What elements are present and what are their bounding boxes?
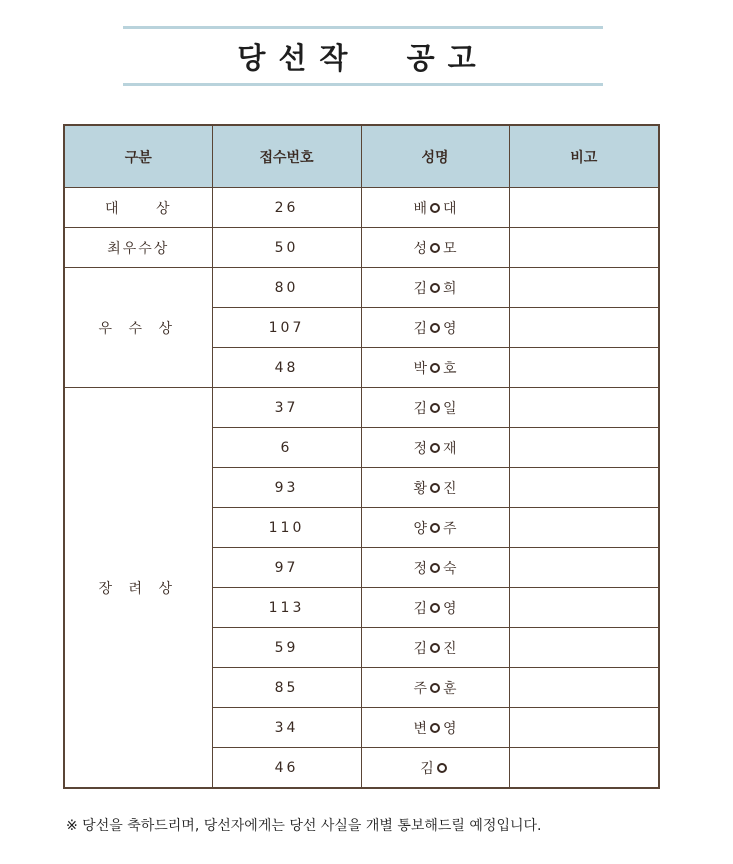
entry-number: 26 [274, 199, 299, 216]
mask-circle-icon [430, 363, 440, 373]
given-name-tail: 영 [443, 720, 457, 737]
note-cell [509, 228, 659, 268]
number-cell [212, 548, 361, 588]
given-name-tail: 진 [443, 640, 457, 657]
masked-name [413, 198, 456, 218]
category-cell [64, 228, 212, 268]
note-cell [509, 708, 659, 748]
note-cell [509, 588, 659, 628]
winners-table [63, 124, 660, 789]
masked-name [413, 358, 456, 378]
table-header-row [64, 125, 659, 188]
mask-circle-icon [430, 643, 440, 653]
name-cell [361, 588, 509, 628]
name-cell [361, 188, 509, 228]
number-cell [212, 708, 361, 748]
header-note: 비고 [509, 125, 659, 188]
masked-name [413, 558, 456, 578]
page-title: 당선작 공고 [237, 40, 489, 75]
entry-number: 113 [268, 599, 305, 616]
table-row [64, 188, 659, 228]
masked-name [413, 398, 456, 418]
entry-number: 97 [274, 559, 299, 576]
entry-number: 93 [274, 479, 299, 496]
table-row [64, 268, 659, 308]
number-cell [212, 668, 361, 708]
name-cell [361, 308, 509, 348]
note-cell [509, 548, 659, 588]
surname: 정 [413, 560, 427, 577]
name-cell [361, 428, 509, 468]
mask-circle-icon [430, 683, 440, 693]
masked-name [413, 438, 456, 458]
number-cell [212, 428, 361, 468]
name-cell [361, 628, 509, 668]
footnote: ※ 당선을 축하드리며, 당선자에게는 당선 사실을 개별 통보해드릴 예정입니다. [66, 818, 542, 834]
entry-number: 6 [280, 439, 293, 456]
given-name-tail: 주 [443, 520, 457, 537]
name-cell [361, 668, 509, 708]
entry-number: 34 [274, 719, 299, 736]
entry-number: 110 [268, 519, 305, 536]
category-cell [64, 268, 212, 388]
masked-name [413, 238, 456, 258]
masked-name [413, 598, 456, 618]
masked-name [413, 478, 456, 498]
number-cell [212, 308, 361, 348]
note-cell [509, 308, 659, 348]
mask-circle-icon [430, 203, 440, 213]
number-cell [212, 388, 361, 428]
category-cell [64, 188, 212, 228]
name-cell [361, 388, 509, 428]
surname: 성 [413, 240, 427, 257]
number-cell [212, 628, 361, 668]
name-cell [361, 268, 509, 308]
surname: 변 [413, 720, 427, 737]
masked-name [413, 518, 456, 538]
entry-number: 50 [274, 239, 299, 256]
header-number: 접수번호 [212, 125, 361, 188]
note-cell [509, 748, 659, 789]
surname: 김 [413, 640, 427, 657]
surname: 황 [413, 480, 427, 497]
mask-circle-icon [430, 243, 440, 253]
masked-name [413, 318, 456, 338]
given-name-tail: 숙 [443, 560, 457, 577]
given-name-tail: 재 [443, 440, 457, 457]
header-category: 구분 [64, 125, 212, 188]
surname: 배 [413, 200, 427, 217]
title-bottom-rule [123, 83, 603, 86]
entry-number: 48 [274, 359, 299, 376]
given-name-tail: 진 [443, 480, 457, 497]
number-cell [212, 748, 361, 789]
entry-number: 80 [274, 279, 299, 296]
number-cell [212, 188, 361, 228]
surname: 박 [413, 360, 427, 377]
category-label: 대 상 [105, 200, 172, 217]
mask-circle-icon [430, 323, 440, 333]
note-cell [509, 268, 659, 308]
given-name-tail: 모 [443, 240, 457, 257]
entry-number: 37 [274, 399, 299, 416]
mask-circle-icon [430, 603, 440, 613]
surname: 김 [413, 400, 427, 417]
name-cell [361, 228, 509, 268]
note-cell [509, 508, 659, 548]
surname: 주 [413, 680, 427, 697]
number-cell [212, 348, 361, 388]
name-cell [361, 508, 509, 548]
entry-number: 107 [268, 319, 305, 336]
mask-circle-icon [430, 403, 440, 413]
number-cell [212, 468, 361, 508]
masked-name [413, 278, 456, 298]
note-cell [509, 668, 659, 708]
mask-circle-icon [437, 763, 447, 773]
surname: 양 [413, 520, 427, 537]
mask-circle-icon [430, 483, 440, 493]
mask-circle-icon [430, 523, 440, 533]
entry-number: 85 [274, 679, 299, 696]
masked-name [413, 678, 456, 698]
masked-name [413, 638, 456, 658]
given-name-tail: 호 [443, 360, 457, 377]
note-cell [509, 188, 659, 228]
table-row [64, 228, 659, 268]
category-label: 우 수 상 [98, 320, 178, 337]
note-cell [509, 628, 659, 668]
number-cell [212, 588, 361, 628]
given-name-tail: 영 [443, 320, 457, 337]
given-name-tail: 일 [443, 400, 457, 417]
category-label: 장 려 상 [98, 580, 178, 597]
mask-circle-icon [430, 723, 440, 733]
name-cell [361, 748, 509, 789]
title-block [123, 26, 603, 88]
number-cell [212, 508, 361, 548]
masked-name [413, 718, 456, 738]
surname: 김 [420, 760, 434, 777]
mask-circle-icon [430, 443, 440, 453]
surname: 김 [413, 280, 427, 297]
masked-name [420, 758, 450, 778]
table-body [64, 188, 659, 789]
surname: 김 [413, 600, 427, 617]
note-cell [509, 468, 659, 508]
given-name-tail: 훈 [443, 680, 457, 697]
surname: 정 [413, 440, 427, 457]
note-cell [509, 348, 659, 388]
given-name-tail: 희 [443, 280, 457, 297]
entry-number: 46 [274, 759, 299, 776]
given-name-tail: 대 [443, 200, 457, 217]
note-cell [509, 388, 659, 428]
number-cell [212, 268, 361, 308]
name-cell [361, 708, 509, 748]
header-name: 성명 [361, 125, 509, 188]
number-cell [212, 228, 361, 268]
given-name-tail: 영 [443, 600, 457, 617]
name-cell [361, 548, 509, 588]
note-cell [509, 428, 659, 468]
category-label: 최우수상 [107, 240, 170, 257]
surname: 김 [413, 320, 427, 337]
mask-circle-icon [430, 563, 440, 573]
mask-circle-icon [430, 283, 440, 293]
name-cell [361, 468, 509, 508]
table-row [64, 388, 659, 428]
name-cell [361, 348, 509, 388]
entry-number: 59 [274, 639, 299, 656]
category-cell [64, 388, 212, 789]
